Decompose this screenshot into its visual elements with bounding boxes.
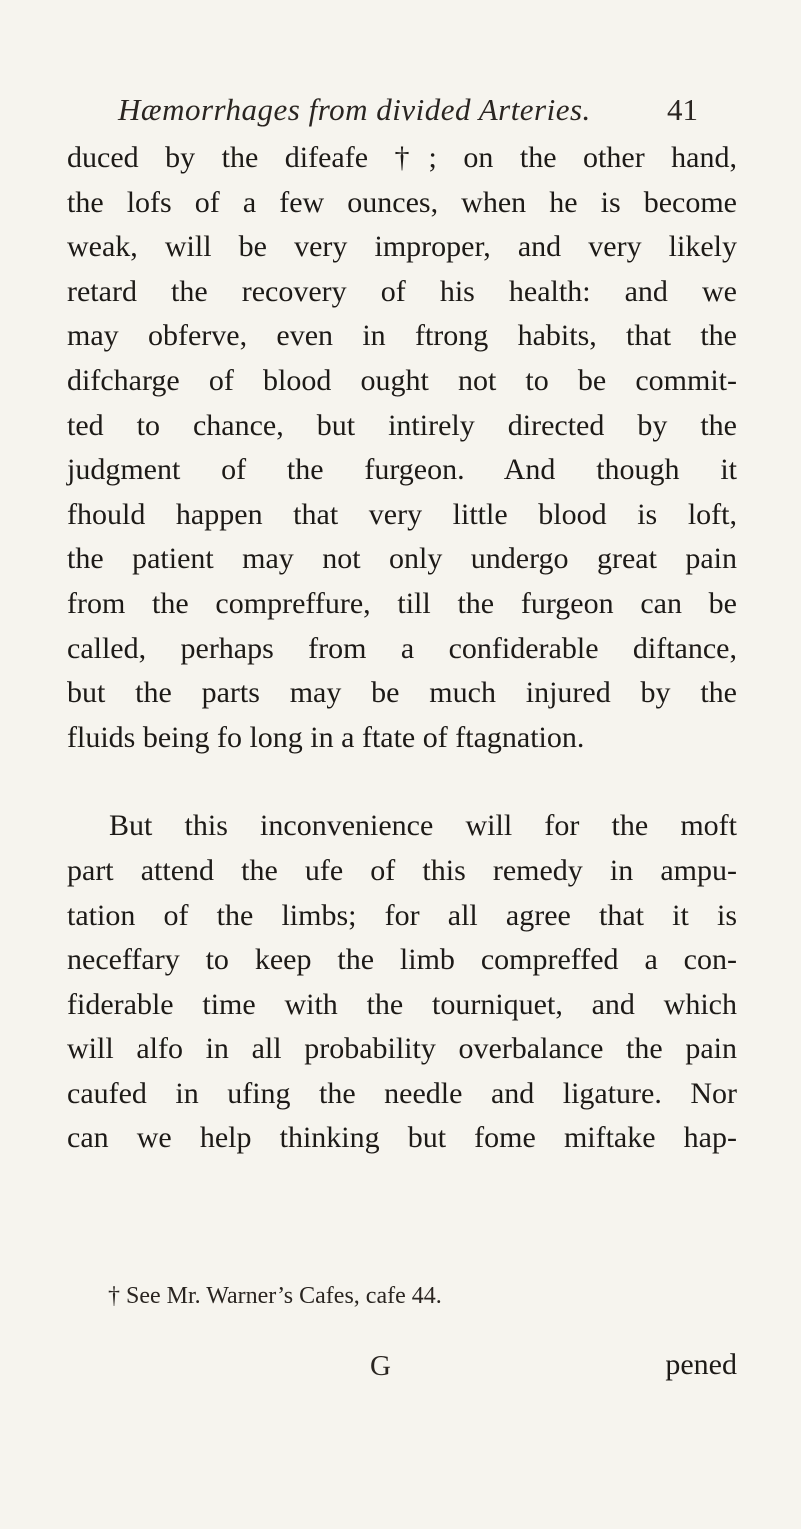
text-line: part attend the ufe of this remedy in ampu- — [67, 853, 737, 887]
paragraph-gap — [67, 760, 737, 804]
text-line: caufed in ufing the needle and ligature. Nor — [67, 1076, 737, 1110]
text-line: judgment of the furgeon. And though it — [67, 453, 737, 487]
text-line: retard the recovery of his health: and we — [67, 274, 737, 308]
footnote: † See Mr. Warner’s Cafes, cafe 44. — [108, 1283, 442, 1309]
text-line: but the parts may be much injured by the — [67, 676, 737, 710]
text-line: can we help thinking but fome miftake hap- — [67, 1121, 737, 1155]
signature-mark: G — [370, 1350, 391, 1382]
text-line: neceffary to keep the limb compreffed a con- — [67, 943, 737, 977]
catchword: pened — [665, 1348, 737, 1381]
text-line: the patient may not only undergo great pain — [67, 542, 737, 576]
text-line: fiderable time with the tourniquet, and which — [67, 987, 737, 1021]
body-text — [67, 136, 737, 1161]
text-line: will alfo in all probability overbalance the pain — [67, 1032, 737, 1066]
text-line: ted to chance, but intirely directed by the — [67, 408, 737, 442]
text-line: the lofs of a few ounces, when he is become — [67, 185, 737, 219]
text-line: weak, will be very improper, and very likely — [67, 230, 737, 264]
text-line: from the compreffure, till the furgeon can be — [67, 586, 737, 620]
text-line: called, perhaps from a confiderable diftance, — [67, 631, 737, 665]
text-line: duced by the difeafe †; on the other hand, — [67, 141, 737, 174]
text-line: fhould happen that very little blood is loft, — [67, 497, 737, 531]
text-line: may obferve, even in ftrong habits, that the — [67, 319, 737, 353]
text-line: But this inconvenience will for the moft — [109, 809, 737, 843]
text-line: fluids being fo long in a ftate of ftagnation. — [67, 720, 585, 754]
page-number: 41 — [667, 92, 698, 127]
page-header — [118, 92, 698, 132]
text-line: difcharge of blood ought not to be commit- — [67, 363, 737, 397]
text-line: tation of the limbs; for all agree that it is — [67, 898, 737, 932]
running-title: Hæmorrhages from divided Arteries. — [118, 92, 591, 127]
